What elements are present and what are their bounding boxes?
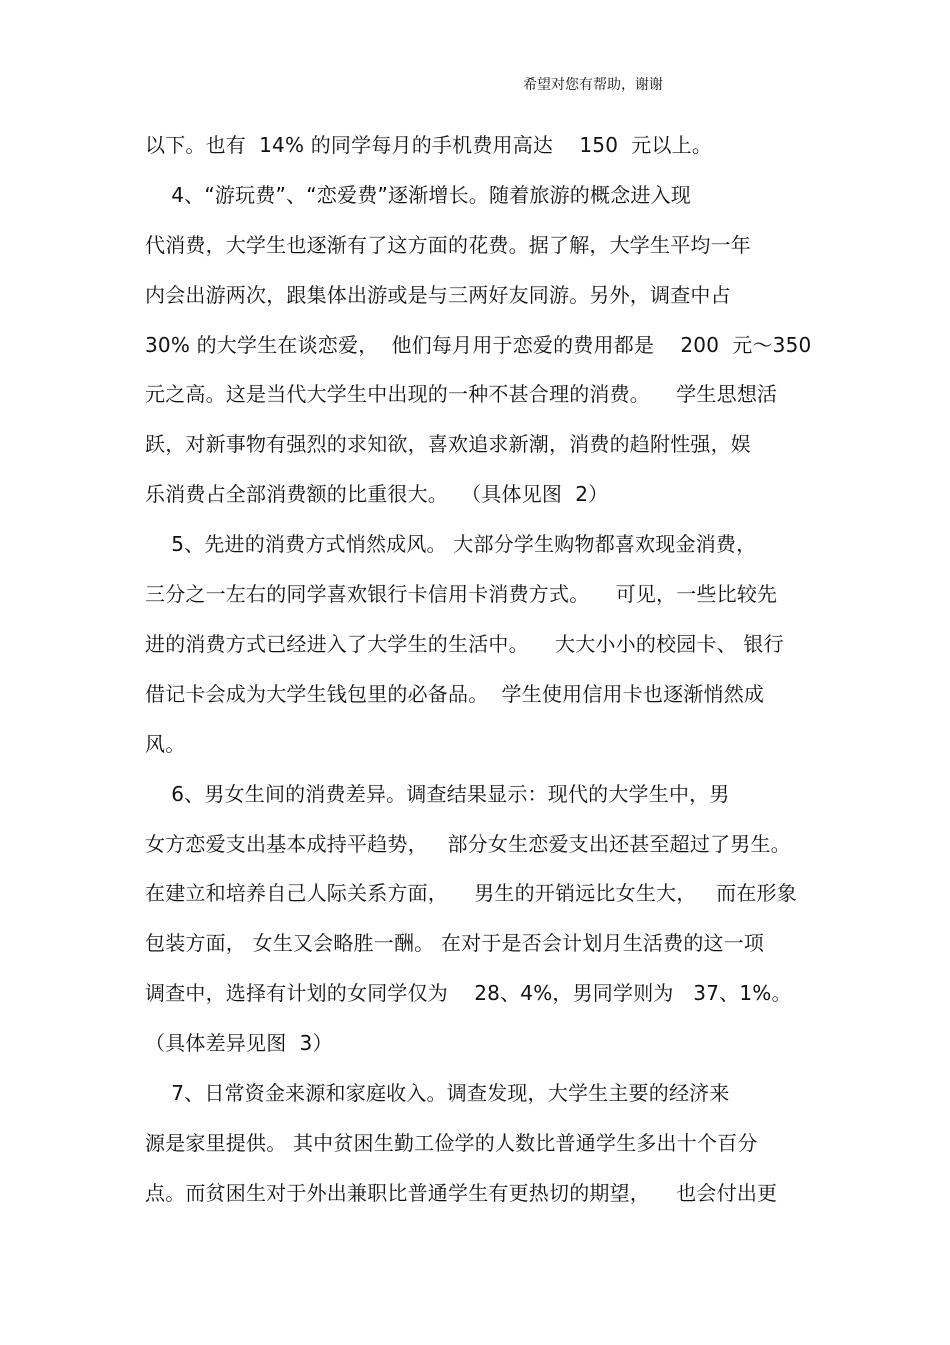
text-line: 调查中，选择有计划的女同学仅为 28、4%，男同学则为 37、1%。 [145, 981, 792, 1005]
text-line: 源是家里提供。 其中贫困生勤工俭学的人数比普通学生多出十个百分 [145, 1131, 758, 1155]
text-line: 在建立和培养自己人际关系方面， 男生的开销远比女生大， 而在形象 [145, 881, 797, 905]
text-line: 进的消费方式已经进入了大学生的生活中。 大大小小的校园卡、 银行 [145, 632, 784, 656]
text-line: 三分之一左右的同学喜欢银行卡信用卡消费方式。 可见，一些比较先 [145, 582, 778, 606]
text-line: 5、先进的消费方式悄然成风。 大部分学生购物都喜欢现金消费， [145, 532, 757, 556]
text-line: 点。而贫困生对于外出兼职比普通学生有更热切的期望， 也会付出更 [145, 1181, 778, 1205]
text-line: 30% 的大学生在谈恋爱， 他们每月用于恋爱的费用都是 200 元～350 [145, 333, 812, 357]
text-line: 女方恋爱支出基本成持平趋势， 部分女生恋爱支出还甚至超过了男生。 [145, 832, 791, 856]
text-line: 4、“游玩费”、“恋爱费”逐渐增长。随着旅游的概念进入现 [145, 183, 691, 207]
text-line: 内会出游两次，跟集体出游或是与三两好友同游。另外，调查中占 [145, 283, 731, 307]
text-line: 包装方面， 女生又会略胜一酬。 在对于是否会计划月生活费的这一项 [145, 931, 765, 955]
text-line: 跃，对新事物有强烈的求知欲，喜欢追求新潮，消费的趋附性强，娱 [145, 432, 751, 456]
text-line: 借记卡会成为大学生钱包里的必备品。 学生使用信用卡也逐渐悄然成 [145, 682, 765, 706]
page-header: 希望对您有帮助，谢谢 [523, 77, 663, 93]
text-line: 乐消费占全部消费额的比重很大。 （具体见图 2） [145, 482, 609, 506]
text-line: 代消费，大学生也逐渐有了这方面的花费。据了解，大学生平均一年 [145, 233, 751, 257]
text-line: 元之高。这是当代大学生中出现的一种不甚合理的消费。 学生思想活 [145, 382, 778, 406]
text-line: （具体差异见图 3） [145, 1031, 333, 1055]
text-line: 6、男女生间的消费差异。调查结果显示：现代的大学生中，男 [145, 782, 730, 806]
text-line: 7、日常资金来源和家庭收入。调查发现，大学生主要的经济来 [145, 1081, 730, 1105]
text-line: 风。 [145, 732, 186, 756]
text-line: 以下。也有 14% 的同学每月的手机费用高达 150 元以上。 [145, 133, 713, 157]
